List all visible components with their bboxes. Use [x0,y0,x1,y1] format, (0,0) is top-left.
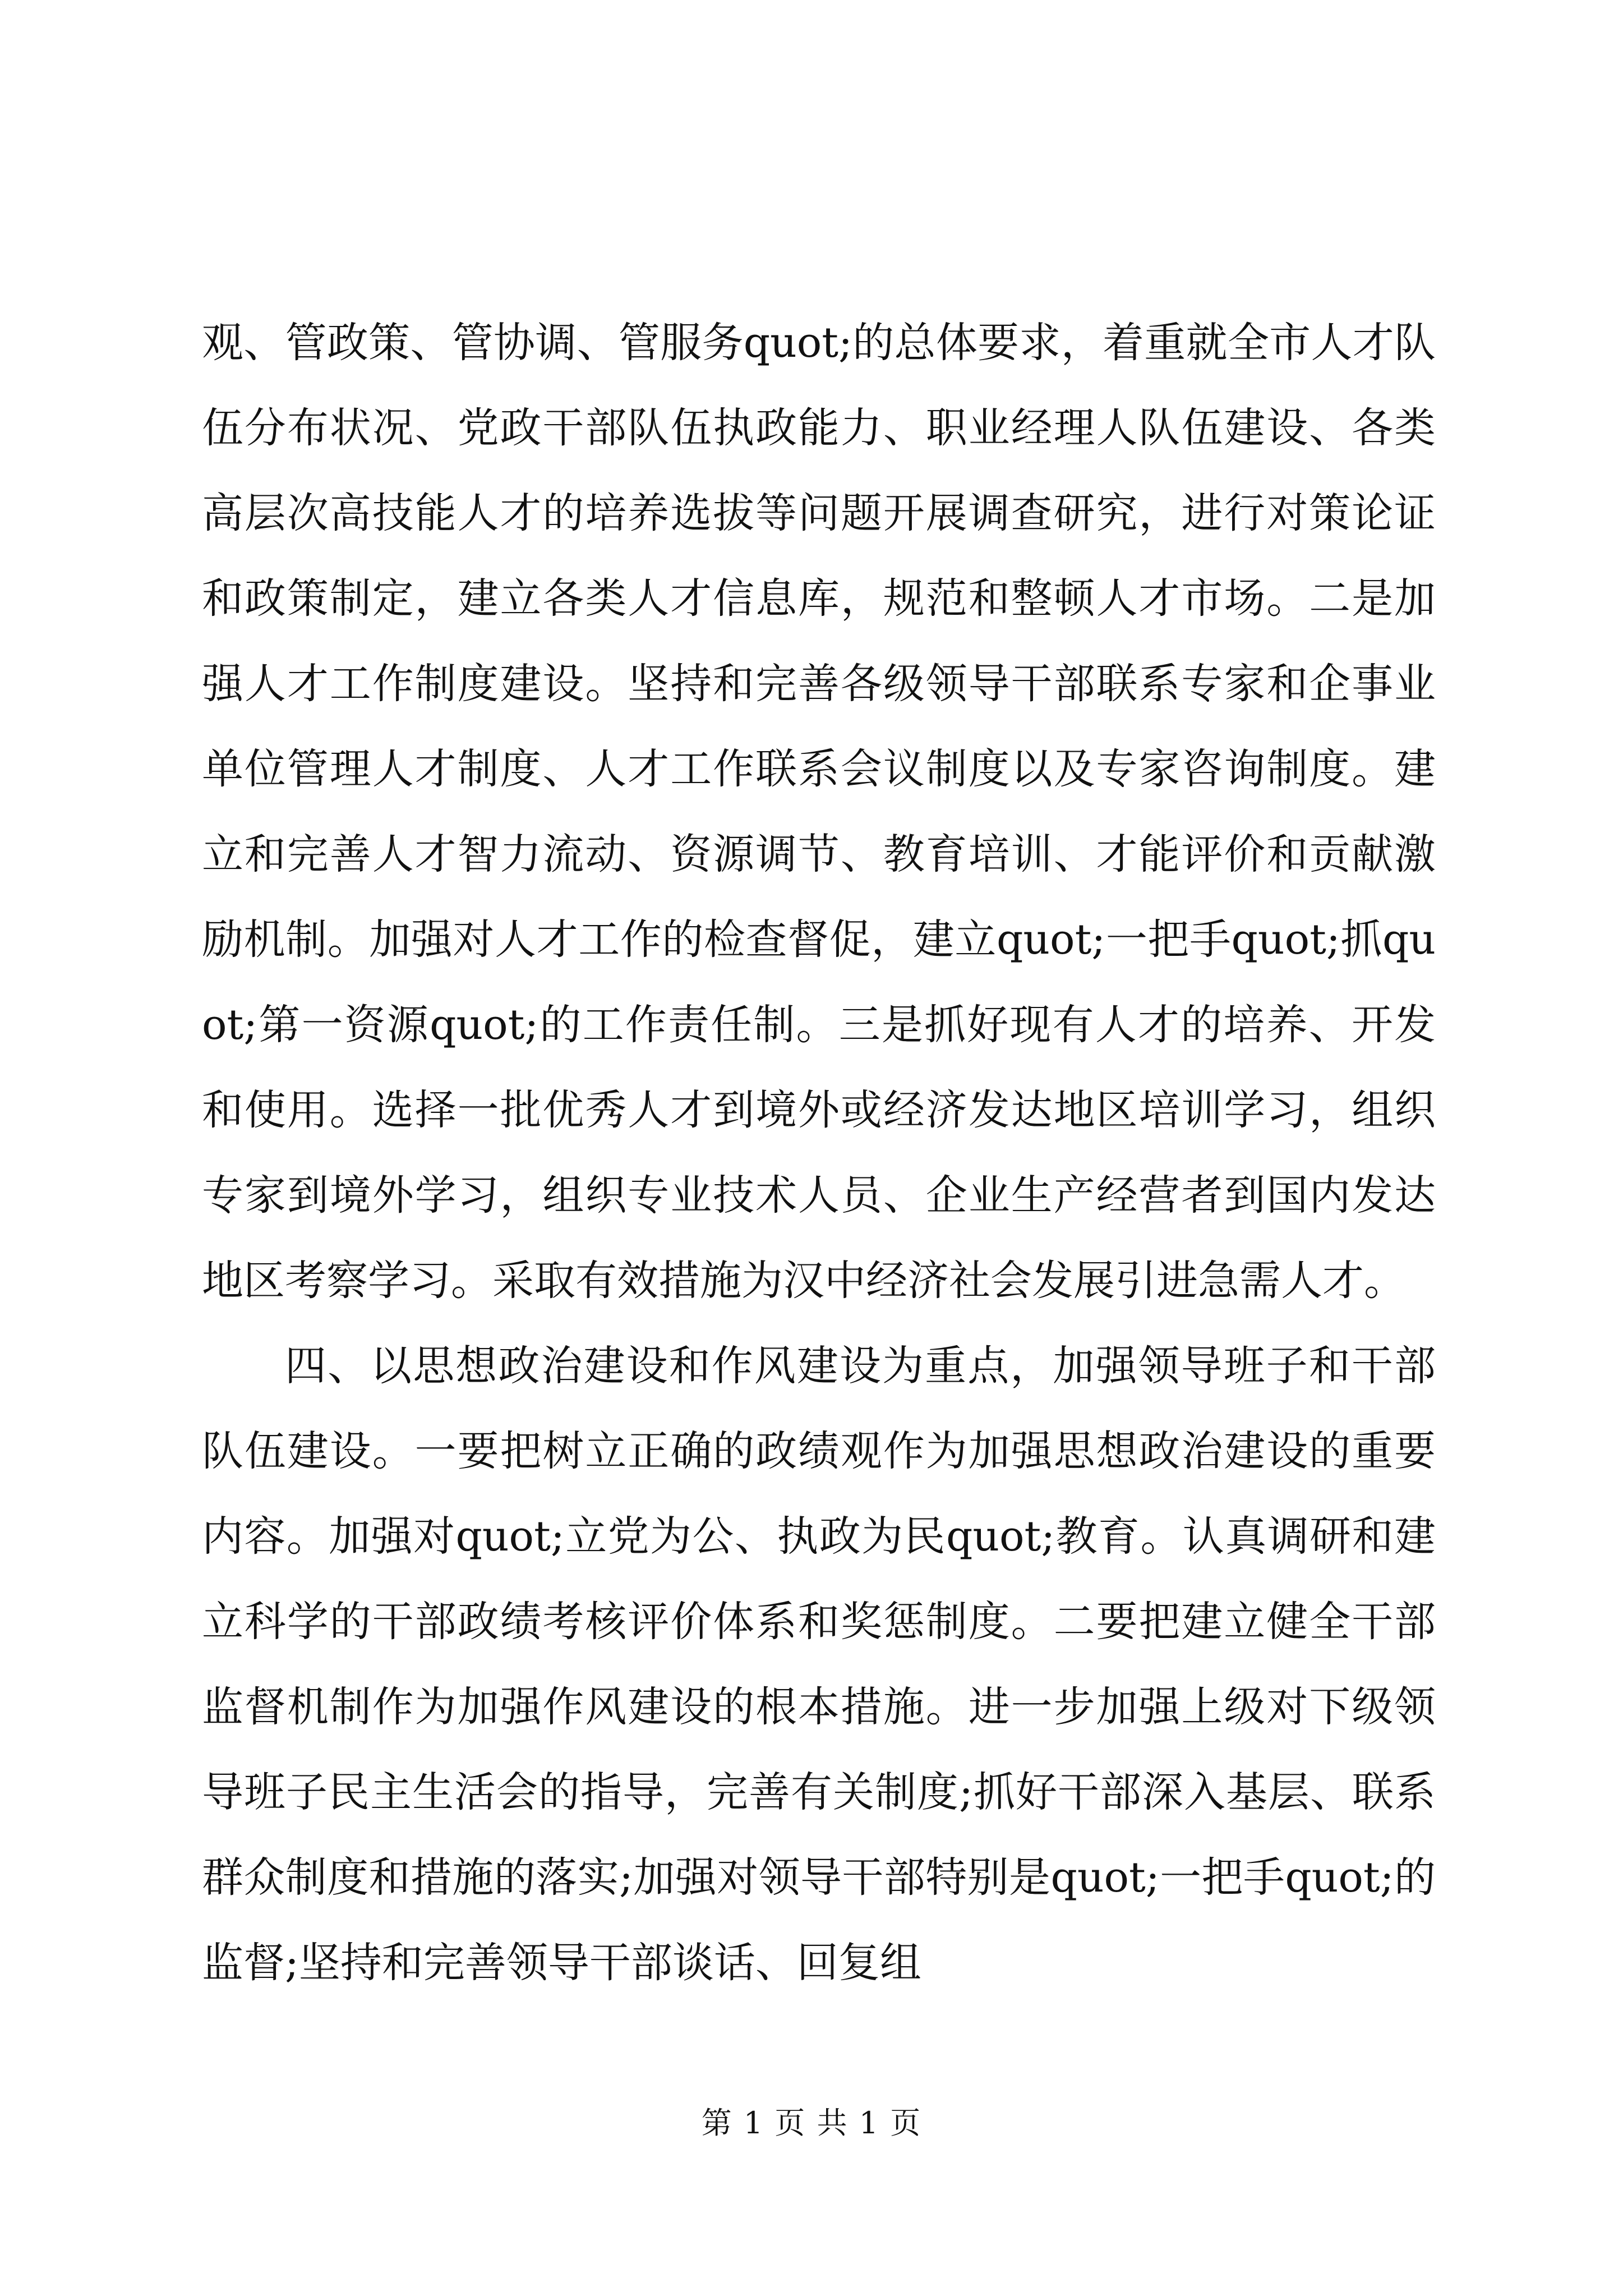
paragraph-2: 四、以思想政治建设和作风建设为重点，加强领导班子和干部队伍建设。一要把树立正确的政绩观作为加强思想政治建设的重要内容。加强对quot;立党为公、执政为民quot;教育。认真调研和建立科学的干部政绩考核评价体系和奖惩制度。二要把建立健全干部监督机制作为加强作风建设的根本措施。进一步加强上级对下级领导班子民主生活会的指导，完善有关制度;抓好干部深入基层、联系群众制度和措施的落实;加强对领导干部特别是quot;一把手quot;的监督;坚持和完善领导干部谈话、回复组 [202,1342,1436,1987]
paragraph-1: 观、管政策、管协调、管服务quot;的总体要求，着重就全市人才队伍分布状况、党政干部队伍执政能力、职业经理人队伍建设、各类高层次高技能人才的培养选拔等问题开展调查研究，进行对策论证和政策制定，建立各类人才信息库，规范和整顿人才市场。二是加强人才工作制度建设。坚持和完善各级领导干部联系专家和企事业单位管理人才制度、人才工作联系会议制度以及专家咨询制度。建立和完善人才智力流动、资源调节、教育培训、才能评价和贡献激励机制。加强对人才工作的检查督促，建立quot;一把手quot;抓quot;第一资源quot;的工作责任制。三是抓好现有人才的培养、开发和使用。选择一批优秀人才到境外或经济发达地区培训学习，组织专家到境外学习，组织专业技术人员、企业生产经营者到国内发达地区考察学习。采取有效措施为汉中经济社会发展引进急需人才。 [202,319,1436,1305]
document-body [202,300,1436,2005]
page-number-label: 第 1 页 共 1 页 [701,2105,922,2141]
page-footer [0,2099,1623,2142]
